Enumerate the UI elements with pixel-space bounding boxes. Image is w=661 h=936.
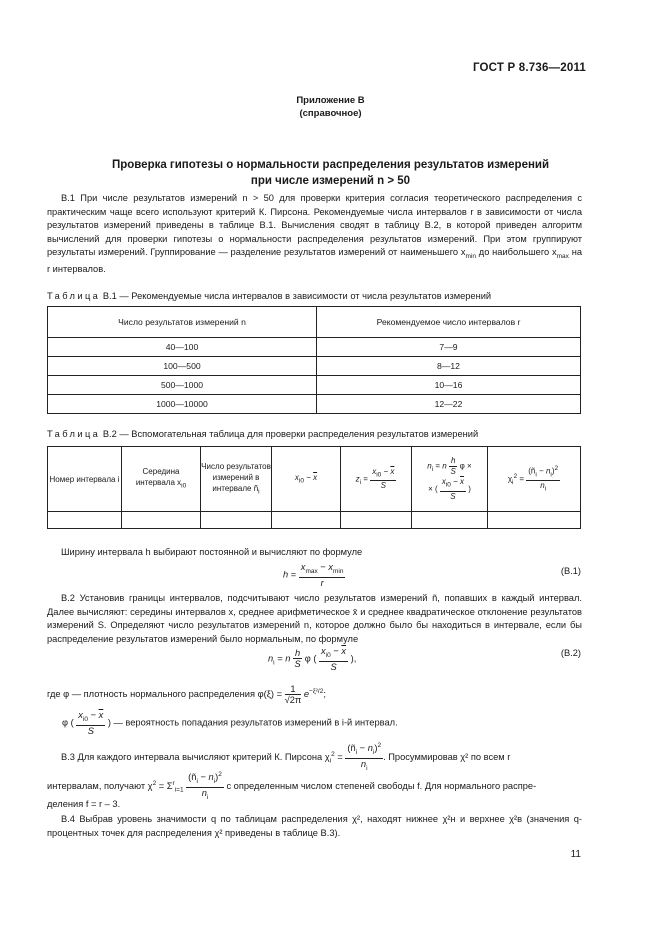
- appendix-type: (справочное): [299, 108, 362, 119]
- table1-header-n: Число результатов измерений n: [48, 307, 317, 338]
- paragraph-b1: [47, 192, 582, 277]
- cell-n: 100—500: [48, 357, 317, 376]
- cell-r: 8—12: [317, 357, 581, 376]
- paragraph-b3: В.3 Для каждого интервала вычисляют критерий К. Пирсона $\chi_i^2$ = $\frac{(ñ_i - n_i)^2}{n_i}$ . Просуммировав χ² по всем r: [61, 742, 511, 772]
- table2-header-midpoint: Середина интервала $x_{i0}$: [122, 447, 201, 512]
- table2-header-chi: $\chi_i^2$ = $\frac{(ñ_i - n_i)^2}{n_i}$: [488, 447, 581, 512]
- table1-header-r: Рекомендуемое число интервалов r: [317, 307, 581, 338]
- appendix-heading: [0, 94, 661, 120]
- table2-header-deviation: $x_{i0} - \overline{x}$: [272, 447, 341, 512]
- caption-word: Таблица: [47, 429, 101, 439]
- width-text: Ширину интервала h выбирают постоянной и вычисляют по формуле: [61, 547, 363, 557]
- cell-n: 40—100: [48, 338, 317, 357]
- probability-definition: φ ( $\frac{x_{i0} - \overline{x}}{S}$ ) — вероятность попадания результатов измерений в i-й интервал.: [62, 710, 398, 736]
- table2-header-expected: $n_i = n$ $\frac{h}{S}$ φ × × ( $\frac{x_{i0} - \overline{x}}{S}$ ): [412, 447, 488, 512]
- table2-header-count: Число результатов измерений в интервале $ñ_i$: [201, 447, 272, 512]
- table-row: [48, 338, 581, 357]
- sub-min: min: [465, 252, 476, 260]
- page-number: 11: [570, 849, 581, 860]
- title-line-1: Проверка гипотезы о нормальности распределения результатов измерений: [111, 159, 550, 171]
- paragraph-b1-text: В.1 При числе результатов измерений n > 50 для проверки критерия согласия теоретического распределения с практическим чаще всего используют критерий К. Пирсона. Рекомендуемые числа интервалов r в зависимости от числа результатов измерений приведены в таблице В.1. Вычисления сводят в таблицу В.2, в которой приведен алгоритм вычислений для проверки гипотезы о нормальности распределения результатов измерений. При этом группируют результаты измерений. Группирование — разделение результатов измерений от наименьшего x: [47, 193, 582, 257]
- paragraph-b3-line2: интервалам, получают $\chi^2 = \Sigma^r_{i=1}$ $\frac{(ñ_i - n_i)^2}{n_i}$ с определенным числом степеней свободы f. Для нормального распре-: [47, 771, 537, 801]
- title-line-2: при числе измерений n > 50: [250, 175, 411, 187]
- paragraph-b2: [47, 592, 582, 646]
- paragraph-b1-end: на r интервалов.: [47, 247, 582, 275]
- width-paragraph: [47, 546, 582, 560]
- cell-n: 1000—10000: [48, 395, 317, 414]
- table-b2: [47, 446, 581, 529]
- table-b1: [47, 306, 581, 414]
- paragraph-b3-line3: деления f = r – 3.: [47, 799, 121, 809]
- table-row: [48, 512, 581, 529]
- cell-r: 7—9: [317, 338, 581, 357]
- table2-header-interval: Номер интервала i: [48, 447, 122, 512]
- section-title: [0, 157, 661, 189]
- density-definition: где φ — плотность нормального распределения φ(ξ) = $\frac{1}{√2\pi}$ $e^{-\xi^2/2}$;: [47, 684, 326, 705]
- paragraph-b4: В.4 Выбрав уровень значимости q по таблицам распределения χ², находят нижнее χ²н и верхнее χ²в (значения q-процентных точек для распределения χ² приведены в таблице В.3).: [47, 814, 582, 838]
- cell-r: 12—22: [317, 395, 581, 414]
- formula-b2: $n_i = n$ $\frac{h}{S}$ φ ( $\frac{x_{i0} - \overline{x}}{S}$ ),: [268, 646, 357, 672]
- caption-text: В.2 — Вспомогательная таблица для проверки распределения результатов измерений: [102, 429, 479, 439]
- caption-word: Таблица: [47, 291, 101, 301]
- paragraph-b2-text: В.2 Установив границы интервалов, подсчитывают число результатов измерений ñ, попавших в каждый интервал. Далее вычисляют: середины интервалов x, среднее арифметическое x̄ и среднее квадратическое отклонение результатов измерений S. Определяют число результатов измерений n, которое должно было бы находиться в интервале, если бы распределение результатов измерений было нормальным, по формуле: [47, 593, 582, 644]
- paragraph-b1-mid: до наибольшего x: [478, 247, 557, 257]
- table-row: [48, 395, 581, 414]
- equation-number-b1: (В.1): [560, 566, 581, 576]
- standard-header: ГОСТ Р 8.736—2011: [472, 62, 586, 74]
- sub-max: max: [556, 252, 569, 260]
- caption-text: В.1 — Рекомендуемые числа интервалов в зависимости от числа результатов измерений: [102, 291, 492, 301]
- table1-caption: [47, 291, 491, 301]
- equation-number-b2: (В.2): [560, 648, 581, 658]
- table-row: [48, 376, 581, 395]
- table2-caption: [47, 429, 478, 439]
- table2-header-z: $z_i$ = $\frac{x_{i0} - \overline{x}}{S}$: [341, 447, 412, 512]
- formula-b1: h = $\frac{x_{max} - x_{min}}{r}$: [283, 562, 344, 588]
- cell-n: 500—1000: [48, 376, 317, 395]
- cell-r: 10—16: [317, 376, 581, 395]
- table-row: [48, 357, 581, 376]
- appendix-name: Приложение В: [296, 95, 365, 106]
